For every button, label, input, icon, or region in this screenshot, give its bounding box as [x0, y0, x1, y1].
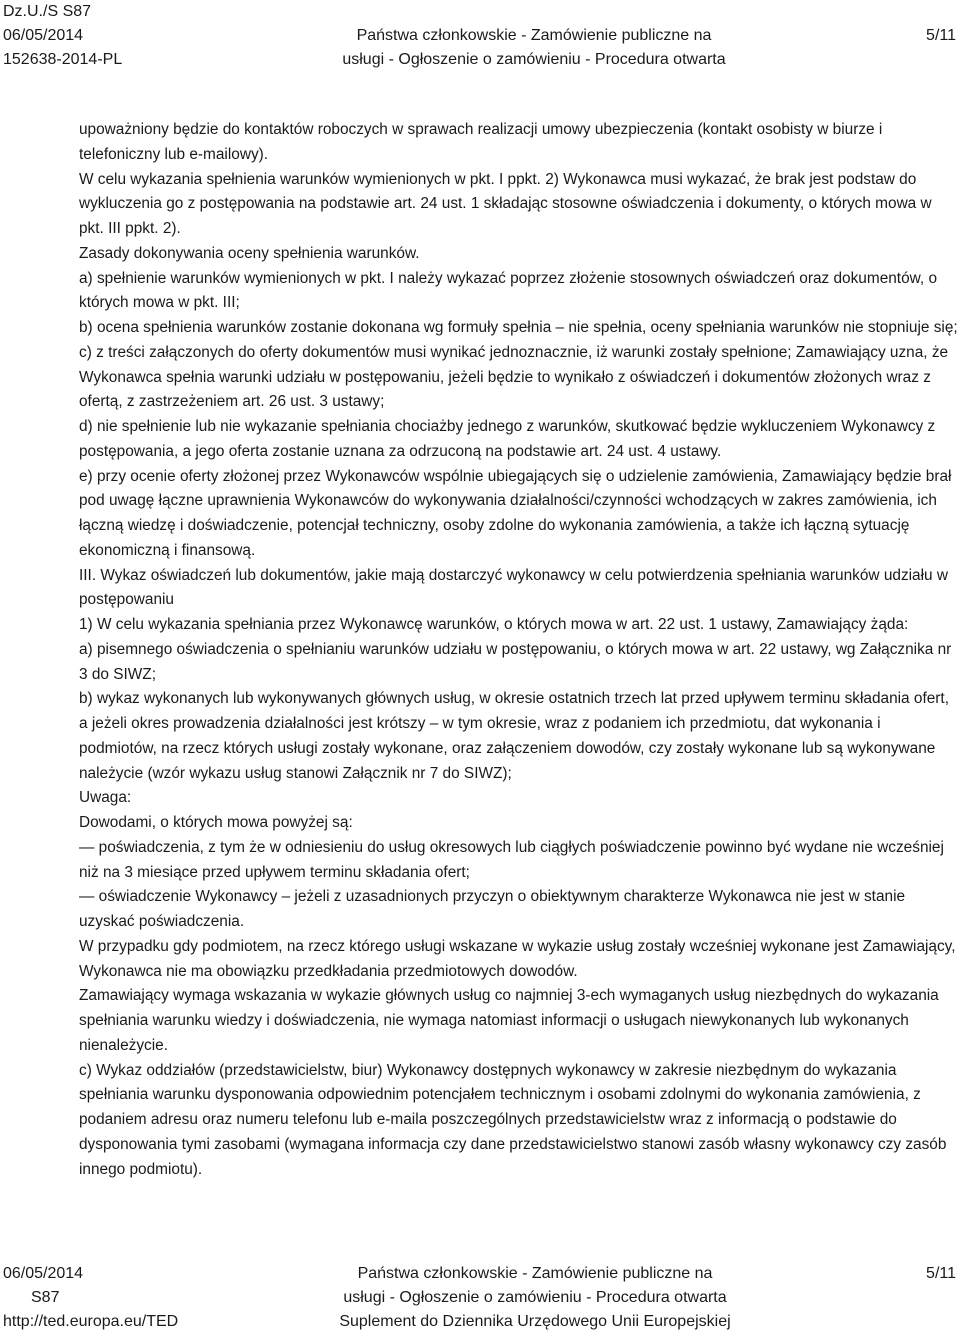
footer-title-line2: usługi - Ogłoszenie o zamówieniu - Procedura otwarta — [343, 1289, 727, 1306]
paragraph: W celu wykazania spełnienia warunków wymienionych w pkt. I ppkt. 2) Wykonawca musi wykazać, że brak jest podstaw do wykluczenia go z postępowania na podstawie art. 24 ust. 1 składając stosowne oświadczenia i dokumenty, o których mowa w pkt. III ppkt. 2). — [79, 170, 932, 237]
footer-page-number: 5/11 — [926, 1265, 956, 1282]
footer-date: 06/05/2014 — [3, 1265, 84, 1282]
paragraph: Uwaga: — [79, 789, 132, 807]
paragraph: Dowodami, o których mowa powyżej są: — [79, 814, 353, 831]
footer-date-series — [3, 1262, 178, 1310]
paragraph: Zamawiający wymaga wskazania w wykazie głównych usług co najmniej 3-ech wymaganych usług niezbędnych do wykazania spełniania warunku wiedzy i doświadczenia, nie wymaga natomiast informacji o usługach niewykonanych lub wykonanych nienależycie. — [79, 987, 939, 1054]
paragraph: d) nie spełnienie lub nie wykazanie spełniania chociażby jednego z warunków, skutkować będzie wykluczeniem Wykonawcy z postępowania, a jego oferta zostanie uznana za odrzuconą na podstawie art. 24 ust. 4 ustawy. — [79, 418, 936, 460]
header-title — [334, 0, 734, 72]
paragraph: — poświadczenia, z tym że w odniesieniu do usług okresowych lub ciągłych poświadczenie powinno być wydane nie wcześniej niż na 3 miesiące przed upływem terminu składania ofert; — [79, 838, 944, 881]
paragraph: III. Wykaz oświadczeń lub dokumentów, jakie mają dostarczyć wykonawcy w celu potwierdzenia spełniania warunków udziału w postępowaniu — [79, 566, 948, 609]
footer-left — [3, 1262, 178, 1334]
footer-title-line3: Suplement do Dziennika Urzędowego Unii Europejskiej — [339, 1313, 731, 1330]
document-body — [79, 118, 959, 1182]
paragraph: upoważniony będzie do kontaktów roboczych w sprawach realizacji umowy ubezpieczenia (kontakt osobisty w biurze i telefoniczny lub e-mailowy). — [79, 121, 883, 163]
paragraph: — oświadczenie Wykonawcy – jeżeli z uzasadnionych przyczyn o obiektywnym charakterze Wykonawca nie jest w stanie uzyskać poświadczenia. — [79, 888, 906, 930]
header-left — [3, 0, 122, 72]
paragraph: e) przy ocenie oferty złożonej przez Wykonawców wspólnie ubiegających się o udzielenie zamówienia, Zamawiający będzie brał pod uwagę łączne uprawnienia Wykonawców do wykonywania działalności/czynności wchodzących w zakres zamówienia, ich łączną wiedzę i doświadczenie, potencjał techniczny, osoby zdolne do wykonania zamówienia, a także ich łączną sytuację ekonomiczną i finansową. — [79, 467, 952, 559]
header-title-line2: usługi - Ogłoszenie o zamówieniu - Procedura otwarta — [342, 51, 726, 68]
paragraph: W przypadku gdy podmiotem, na rzecz którego usługi wskazane w wykazie usług zostały wcześniej wykonane jest Zamawiający, Wykonawca nie ma obowiązku przedkładania przedmiotowych dowodów. — [79, 937, 956, 980]
paragraph: a) spełnienie warunków wymienionych w pkt. I należy wykazać poprzez złożenie stosownych oświadczeń oraz dokumentów, o których mowa w pkt. III; — [79, 269, 938, 312]
paragraph: 1) W celu wykazania spełniania przez Wykonawcę warunków, o których mowa w art. 22 ust. 1 ustawy, Zamawiający żąda: — [79, 616, 909, 633]
paragraph: Zasady dokonywania oceny spełnienia warunków. — [79, 244, 420, 262]
footer-title-line1: Państwa członkowskie - Zamówienie publiczne na — [357, 1265, 713, 1282]
journal-ref: Dz.U./S S87 — [3, 3, 92, 20]
paragraph: b) wykaz wykonanych lub wykonywanych głównych usług, w okresie ostatnich trzech lat przed upływem terminu składania ofert, a jeżeli okres prowadzenia działalności jest krótszy – w tym okresie, wraz z podaniem ich przedmiotu, dat wykonania i podmiotów, na rzecz których usługi zostały wykonane, oraz załączeniem dowodów, czy zostały wykonane lub są wykonywane należycie (wzór wykazu usług stanowi Załącznik nr 7 do SIWZ); — [79, 690, 949, 782]
page-footer — [0, 1262, 960, 1334]
notice-id: 152638-2014-PL — [3, 51, 123, 68]
paragraph: b) ocena spełnienia warunków zostanie dokonana wg formuły spełnia – nie spełnia, oceny spełniania warunków nie stopniuje się; — [79, 319, 958, 336]
footer-series: S87 — [31, 1289, 60, 1306]
footer-title — [305, 1262, 765, 1334]
header-date: 06/05/2014 — [3, 27, 84, 44]
page-header — [0, 0, 960, 70]
header-page-number: 5/11 — [926, 27, 956, 44]
footer-url[interactable]: http://ted.europa.eu/TED — [3, 1313, 179, 1330]
paragraph: c) Wykaz oddziałów (przedstawicielstw, biur) Wykonawcy dostępnych wykonawcy w zakresie niezbędnym do wykazania spełniania warunku dysponowania odpowiednim potencjałem technicznym i osobami zdolnymi do wykonania zamówienia, z podaniem adresu oraz numeru telefonu lub e-maila poszczególnych przedstawicielstw wraz z informacją o podstawie do dysponowania tymi zasobami (wymagana informacja czy dane przedstawicielstwo stanowi zasób własny wykonawcy czy zasób innego podmiotu). — [79, 1061, 947, 1178]
header-title-line1: Państwa członkowskie - Zamówienie publiczne na — [356, 27, 712, 44]
paragraph: a) pisemnego oświadczenia o spełnianiu warunków udziału w postępowaniu, o których mowa w art. 22 ustawy, wg Załącznika nr 3 do SIWZ; — [79, 640, 952, 683]
paragraph: c) z treści załączonych do oferty dokumentów musi wynikać jednoznacznie, iż warunki zostały spełnione; Zamawiający uzna, że Wykonawca spełnia warunki udziału w postępowaniu, jeżeli będzie to wynikało z oświadczeń i dokumentów złożonych wraz z ofertą, z zastrzeżeniem art. 26 ust. 3 ustawy; — [79, 343, 949, 411]
